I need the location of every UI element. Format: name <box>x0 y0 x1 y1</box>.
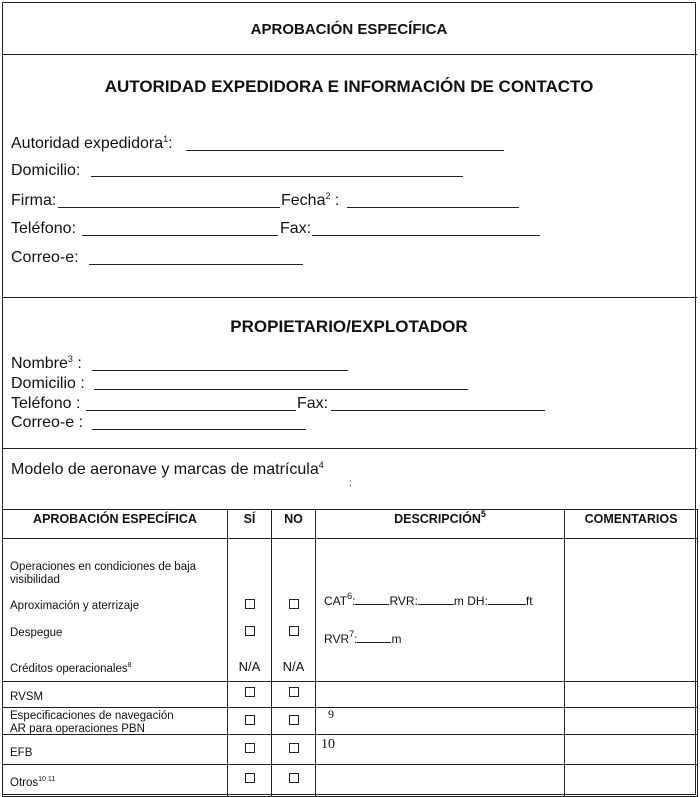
authority-email-label: Correo-e: <box>11 249 79 266</box>
rvsm-yes-checkbox[interactable] <box>245 687 255 697</box>
owner-name-label: Nombre$^3$ : <box>11 354 82 372</box>
low-vis-no-cell <box>272 539 316 682</box>
col-header-comments: COMENTARIOS <box>565 510 698 539</box>
takeoff-rvr-field[interactable] <box>357 632 391 643</box>
approach-no-checkbox[interactable] <box>289 599 299 609</box>
takeoff-label: Despegue <box>10 627 63 639</box>
rvsm-comments-cell[interactable] <box>565 682 698 708</box>
aircraft-model-label: Modelo de aeronave y marcas de matrícula$^4$ <box>11 460 324 478</box>
authority-section-title: AUTORIDAD EXPEDIDORA E INFORMACIÓN DE CONTACTO <box>104 77 594 96</box>
low-vis-cell <box>3 539 228 682</box>
owner-address-label: Domicilio : <box>11 375 85 392</box>
others-label: Otros$^{10 11}$ <box>10 776 56 789</box>
table-row <box>3 708 698 735</box>
authority-address-label: Domicilio: <box>11 162 81 179</box>
rvsm-label: RVSM <box>10 691 44 703</box>
table-row <box>3 735 698 765</box>
aircraft-model-colon: : <box>349 478 352 489</box>
col-header-approval: APROBACIÓN ESPECÍFICA <box>3 510 228 539</box>
efb-yes-checkbox[interactable] <box>245 743 255 753</box>
page-title: APROBACIÓN ESPECÍFICA <box>250 21 448 38</box>
col-header-no: NO <box>272 510 316 539</box>
table-header-row <box>3 510 698 539</box>
approach-yes-checkbox[interactable] <box>245 599 255 609</box>
divider <box>2 54 697 55</box>
col-header-description: DESCRIPCIÓN$^5$ <box>316 510 565 539</box>
pbn-note: 9 <box>328 707 334 721</box>
others-comments-cell[interactable] <box>565 765 698 797</box>
owner-phone-label: Teléfono : <box>11 395 81 412</box>
dh-field[interactable] <box>488 594 526 605</box>
rvr-field[interactable] <box>418 594 454 605</box>
table-row <box>3 765 698 797</box>
divider <box>2 448 697 449</box>
rvsm-description-cell[interactable] <box>316 682 565 708</box>
owner-section-title: PROPIETARIO/EXPLOTADOR <box>230 317 468 336</box>
table-row <box>3 682 698 708</box>
pbn-no-checkbox[interactable] <box>289 715 299 725</box>
op-credits-label: Créditos operacionales$^8$ <box>10 662 132 675</box>
divider <box>2 297 697 298</box>
owner-fax-label: Fax: <box>297 395 329 412</box>
efb-label: EFB <box>10 747 33 759</box>
pbn-description-cell[interactable] <box>316 708 565 735</box>
approach-description: CAT$^6$: RVR: m DH: ft <box>324 591 533 608</box>
owner-address-field[interactable] <box>94 389 468 390</box>
low-vis-description-cell <box>316 539 565 682</box>
takeoff-description: RVR$^7$: m <box>324 629 402 646</box>
approvals-table <box>2 509 698 797</box>
authority-fax-field[interactable] <box>312 235 540 236</box>
owner-phone-field[interactable] <box>86 410 296 411</box>
owner-email-label: Correo-e : <box>11 414 84 431</box>
authority-fax-label: Fax: <box>280 220 312 237</box>
takeoff-no-checkbox[interactable] <box>289 626 299 636</box>
date-field[interactable] <box>347 207 519 208</box>
signature-label: Firma: <box>11 192 57 209</box>
efb-no-checkbox[interactable] <box>289 743 299 753</box>
efb-note: 10 <box>321 737 335 752</box>
pbn-yes-checkbox[interactable] <box>245 715 255 725</box>
pbn-comments-cell[interactable] <box>565 708 698 735</box>
owner-email-field[interactable] <box>92 429 306 430</box>
col-header-yes: SÍ <box>228 510 272 539</box>
authority-address-field[interactable] <box>91 176 463 177</box>
efb-description-cell[interactable] <box>316 735 565 765</box>
issuing-authority-field[interactable] <box>186 150 504 151</box>
issuing-authority-label: Autoridad expedidora$^1$: <box>11 134 173 152</box>
others-no-checkbox[interactable] <box>289 773 299 783</box>
signature-field[interactable] <box>58 207 280 208</box>
table-row <box>3 539 698 682</box>
others-description-cell[interactable] <box>316 765 565 797</box>
approach-landing-label: Aproximación y aterrizaje <box>10 600 140 612</box>
owner-fax-field[interactable] <box>331 410 545 411</box>
rvsm-no-checkbox[interactable] <box>289 687 299 697</box>
low-vis-yes-cell <box>228 539 272 682</box>
owner-name-field[interactable] <box>92 370 348 371</box>
low-vis-comments-cell[interactable] <box>565 539 698 682</box>
pbn-label: Especificaciones de navegación AR para operaciones PBN <box>10 710 174 735</box>
authority-email-field[interactable] <box>89 264 303 265</box>
low-vis-title: Operaciones en condiciones de baja visibilidad <box>10 561 197 586</box>
cat-field[interactable] <box>355 594 389 605</box>
others-yes-checkbox[interactable] <box>245 773 255 783</box>
credits-no-na: N/A <box>282 659 305 674</box>
authority-phone-field[interactable] <box>82 235 278 236</box>
efb-comments-cell[interactable] <box>565 735 698 765</box>
authority-phone-label: Teléfono: <box>11 220 76 237</box>
takeoff-yes-checkbox[interactable] <box>245 626 255 636</box>
date-label: Fecha$^2$ : <box>281 191 340 209</box>
credits-yes-na: N/A <box>238 659 261 674</box>
